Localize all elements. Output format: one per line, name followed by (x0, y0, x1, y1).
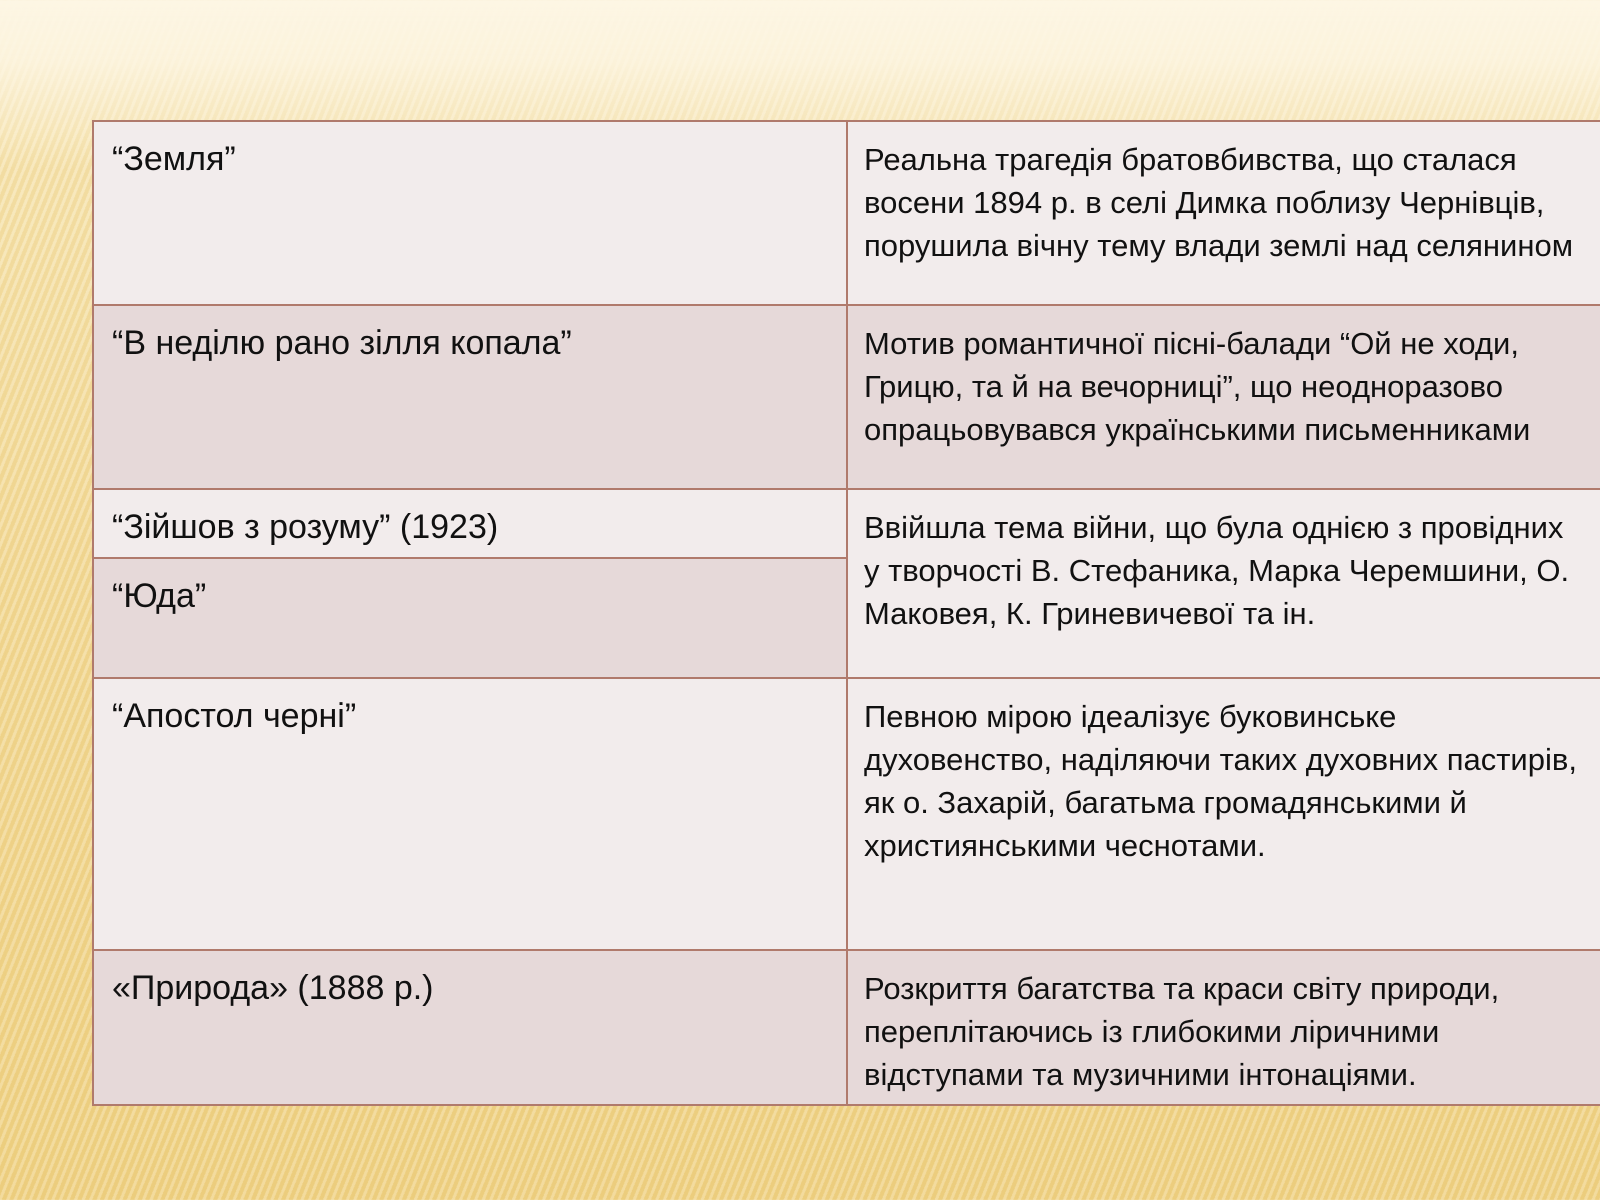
work-title-cell: «Природа» (1888 р.) (93, 950, 847, 1105)
work-title-cell: “Земля” (93, 121, 847, 305)
work-title-cell: “Юда” (93, 558, 847, 678)
work-title-cell: “В неділю рано зілля копала” (93, 305, 847, 489)
work-title-cell: “Апостол черні” (93, 678, 847, 950)
table-row (93, 305, 1600, 489)
table-row (93, 121, 1600, 305)
work-description-cell: Розкриття багатства та краси світу природи, переплітаючись із глибокими ліричними відступами та музичними інтонаціями. (847, 950, 1600, 1105)
work-description-cell: Реальна трагедія братовбивства, що сталася восени 1894 р. в селі Димка поблизу Чернівців, порушила вічну тему влади землі над селянином (847, 121, 1600, 305)
table-row (93, 678, 1600, 950)
works-table (92, 120, 1600, 1106)
table-row (93, 489, 1600, 558)
work-title-cell: “Зійшов з розуму” (1923) (93, 489, 847, 558)
work-description-cell: Мотив романтичної пісні-балади “Ой не ходи, Грицю, та й на вечорниці”, що неодноразово опрацьовувався українськими письменниками (847, 305, 1600, 489)
work-description-cell: Певною мірою ідеалізує буковинське духовенство, наділяючи таких духовних пастирів, як о. Захарій, багатьма громадянськими й християнськими чеснотами. (847, 678, 1600, 950)
work-description-cell: Ввійшла тема війни, що була однією з провідних у творчості В. Стефаника, Марка Черемшини, О. Маковея, К. Гриневичевої та ін. (847, 489, 1600, 678)
table-row (93, 950, 1600, 1105)
